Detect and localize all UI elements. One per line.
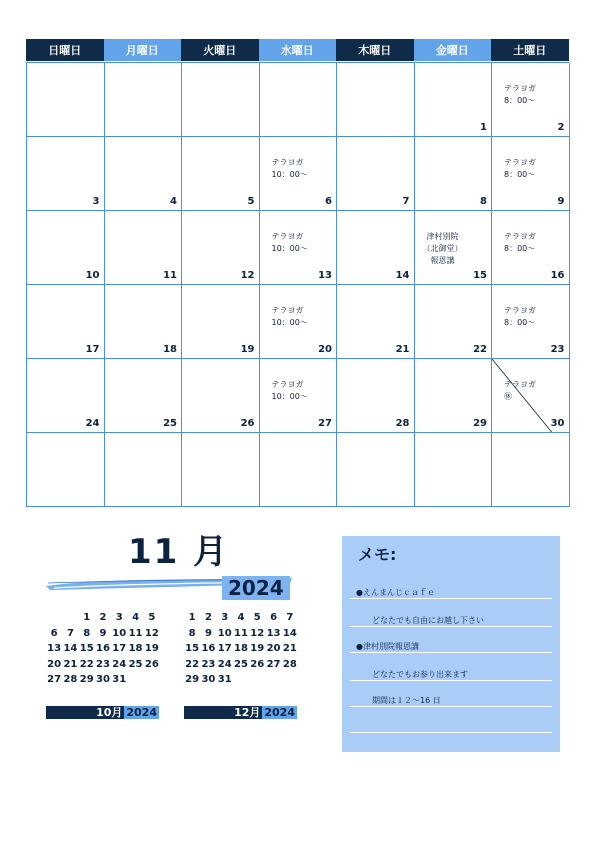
- mini-day: 6: [270, 612, 278, 623]
- event-note: テラヨガ 8：00～: [504, 84, 536, 105]
- mini-day: 6: [50, 627, 58, 639]
- mini-day: 23: [201, 658, 216, 670]
- day-cell: [415, 433, 493, 507]
- mini-day: 16: [96, 643, 110, 654]
- day-number: 14: [395, 270, 410, 281]
- mini-week-row: [184, 628, 298, 644]
- mini-day: 11: [234, 627, 248, 639]
- mini-prev-month: 10月: [46, 706, 124, 719]
- mini-day: 16: [201, 643, 216, 654]
- weekday-header: [26, 38, 569, 62]
- memo-item-cafe: ●えんまんじｃａｆｅ: [356, 588, 435, 597]
- mini-day: 3: [115, 612, 123, 623]
- mini-day: 13: [47, 643, 62, 654]
- event-note: テラヨガ 8：00～: [504, 232, 536, 253]
- mini-day: 17: [217, 643, 232, 654]
- memo-title: メモ:: [358, 545, 397, 564]
- mini-day: [282, 674, 298, 690]
- mini-day: 1: [188, 612, 196, 623]
- mini-day: [265, 674, 281, 690]
- mini-day: 3: [221, 612, 229, 623]
- mini-next-year: 2024: [264, 706, 295, 719]
- mini-day: 17: [112, 643, 127, 654]
- memo-rule: [350, 680, 552, 681]
- mini-day: 10: [112, 627, 127, 639]
- year-title: 2024: [222, 576, 290, 600]
- day-number: 29: [473, 418, 487, 429]
- mini-day: 12: [250, 627, 265, 639]
- mini-day: [233, 674, 249, 690]
- day-number: 11: [163, 270, 177, 281]
- mini-day: [144, 674, 160, 690]
- day-number: 26: [240, 418, 255, 429]
- day-cell: [105, 285, 183, 359]
- calendar-grid: [26, 62, 569, 507]
- mini-day: 15: [185, 643, 200, 654]
- event-note: テラヨガ 10：00～: [271, 158, 308, 179]
- day-number: 22: [473, 344, 487, 355]
- day-cell: [27, 433, 105, 507]
- event-note: テラヨガ 10：00～: [271, 380, 308, 401]
- day-cell: [182, 63, 260, 137]
- day-cell: [492, 63, 570, 137]
- day-number: 3: [92, 196, 100, 207]
- weekday-header-cell: 日曜日: [26, 39, 104, 61]
- mini-prev-label: [46, 706, 159, 719]
- mini-day: [127, 674, 143, 690]
- day-cell: [337, 63, 415, 137]
- mini-day: 24: [217, 658, 232, 670]
- day-number: 27: [318, 418, 332, 429]
- mini-day: 21: [63, 658, 78, 670]
- day-number: 5: [247, 196, 255, 207]
- mini-day: 24: [112, 658, 127, 670]
- day-cell: [182, 285, 260, 359]
- day-cell: [415, 211, 493, 285]
- memo-item-cafe-note: どなたでも自由にお越し下さい: [372, 616, 484, 625]
- mini-day: 29: [79, 674, 94, 685]
- mini-day: 11: [128, 627, 143, 639]
- day-cell: [260, 137, 338, 211]
- day-cell: [105, 63, 183, 137]
- mini-day: 5: [253, 612, 261, 623]
- mini-day: 2: [99, 612, 107, 623]
- event-note: テラヨガ 8：00～: [504, 306, 536, 327]
- day-cell: [337, 359, 415, 433]
- mini-day: 19: [250, 643, 265, 654]
- mini-week-row: [184, 643, 298, 659]
- mini-day: 26: [144, 658, 159, 670]
- event-note: テラヨガ ㊡: [504, 380, 536, 401]
- mini-week-row: [184, 612, 298, 628]
- mini-day: 9: [99, 627, 107, 639]
- mini-day: 8: [83, 627, 91, 639]
- event-note: テラヨガ 8：00～: [504, 158, 536, 179]
- mini-day: 15: [79, 643, 94, 654]
- mini-day: 14: [63, 643, 78, 654]
- weekday-header-cell: 火曜日: [181, 39, 259, 61]
- day-cell: [182, 137, 260, 211]
- day-cell: [105, 137, 183, 211]
- day-cell: [415, 63, 493, 137]
- event-note: テラヨガ 10：00～: [271, 306, 308, 327]
- month-calendar: [26, 38, 569, 507]
- mini-day: 4: [237, 612, 245, 623]
- day-number: 10: [85, 270, 100, 281]
- day-number: 28: [395, 418, 410, 429]
- day-number: 12: [240, 270, 255, 281]
- day-cell: [182, 211, 260, 285]
- mini-day: 19: [144, 643, 159, 654]
- memo-rule: [350, 732, 552, 733]
- memo-rule: [350, 598, 552, 599]
- day-number: 15: [473, 270, 487, 281]
- day-cell: [260, 433, 338, 507]
- mini-day: 28: [63, 674, 78, 685]
- mini-next-month: 12月: [184, 706, 262, 719]
- day-cell: [105, 359, 183, 433]
- mini-week-row: [46, 643, 160, 659]
- mini-day: [249, 674, 265, 690]
- day-cell: [492, 211, 570, 285]
- day-number: 30: [550, 418, 565, 429]
- mini-day: 4: [132, 612, 140, 623]
- month-title: 11 月: [128, 532, 230, 572]
- mini-next-label: [184, 706, 297, 719]
- day-cell: [337, 285, 415, 359]
- day-number: 9: [557, 196, 565, 207]
- mini-day: 14: [282, 627, 297, 639]
- mini-day: 7: [66, 627, 74, 639]
- mini-calendar-next: [184, 612, 298, 690]
- mini-week-row: [46, 659, 160, 675]
- day-cell: [27, 359, 105, 433]
- day-cell: [337, 211, 415, 285]
- weekday-header-cell: 水曜日: [259, 39, 337, 61]
- mini-day: [62, 612, 78, 628]
- day-number: 1: [480, 122, 487, 133]
- day-number: 25: [163, 418, 177, 429]
- mini-day: 27: [47, 674, 62, 685]
- day-number: 8: [480, 196, 487, 207]
- mini-day: 30: [96, 674, 110, 685]
- memo-rule: [350, 706, 552, 707]
- mini-day: 20: [266, 643, 281, 654]
- day-number: 7: [402, 196, 410, 207]
- mini-calendar-prev: [46, 612, 160, 690]
- mini-day: 27: [266, 658, 281, 670]
- mini-day: 25: [128, 658, 143, 670]
- mini-day: 21: [282, 643, 297, 654]
- day-number: 2: [557, 122, 565, 133]
- day-cell: [182, 433, 260, 507]
- weekday-header-cell: 月曜日: [104, 39, 182, 61]
- day-number: 13: [318, 270, 332, 281]
- day-cell: [105, 433, 183, 507]
- day-cell: [415, 359, 493, 433]
- day-cell: [260, 63, 338, 137]
- day-number: 24: [85, 418, 100, 429]
- mini-day: 28: [282, 658, 297, 670]
- day-cell: [27, 285, 105, 359]
- day-number: 6: [325, 196, 332, 207]
- mini-day: 12: [144, 627, 159, 639]
- day-number: 23: [550, 344, 565, 355]
- weekday-header-cell: 土曜日: [491, 39, 569, 61]
- mini-day: 22: [185, 658, 200, 670]
- mini-day: 26: [250, 658, 265, 670]
- mini-day: 1: [83, 612, 91, 623]
- day-cell: [105, 211, 183, 285]
- memo-box: [342, 536, 560, 752]
- day-cell: [415, 137, 493, 211]
- mini-day: 30: [201, 674, 216, 685]
- weekday-header-cell: 木曜日: [336, 39, 414, 61]
- mini-week-row: [184, 674, 298, 690]
- weekday-header-cell: 金曜日: [414, 39, 492, 61]
- day-cell: [27, 211, 105, 285]
- mini-day: 23: [96, 658, 110, 670]
- day-cell: [492, 359, 570, 433]
- mini-prev-year: 2024: [126, 706, 157, 719]
- day-cell: [182, 359, 260, 433]
- event-note: テラヨガ 10：00～: [271, 232, 308, 253]
- mini-day: 31: [112, 674, 127, 685]
- event-note: 津村別院 （北御堂） 報恩講: [422, 232, 463, 265]
- mini-day: 18: [128, 643, 143, 654]
- memo-item-houonko-period: 期間は１２～16 日: [372, 696, 441, 705]
- day-cell: [260, 285, 338, 359]
- day-number: 16: [550, 270, 565, 281]
- day-number: 17: [85, 344, 100, 355]
- mini-day: 29: [185, 674, 200, 685]
- day-number: 18: [163, 344, 177, 355]
- day-number: 4: [170, 196, 177, 207]
- day-cell: [492, 137, 570, 211]
- mini-day: 9: [204, 627, 212, 639]
- day-cell: [337, 137, 415, 211]
- mini-week-row: [46, 674, 160, 690]
- mini-day: 10: [217, 627, 232, 639]
- day-number: 19: [240, 344, 255, 355]
- mini-day: 18: [234, 643, 248, 654]
- mini-week-row: [46, 612, 160, 628]
- mini-day: 25: [234, 658, 248, 670]
- mini-day: 2: [204, 612, 212, 623]
- mini-day: 5: [148, 612, 156, 623]
- memo-rule: [350, 626, 552, 627]
- mini-day: 20: [47, 658, 62, 670]
- day-number: 21: [395, 344, 410, 355]
- mini-week-row: [184, 659, 298, 675]
- day-cell: [27, 63, 105, 137]
- day-cell: [492, 433, 570, 507]
- mini-day: 13: [266, 627, 281, 639]
- day-cell: [337, 433, 415, 507]
- mini-day: 31: [217, 674, 232, 685]
- day-cell: [415, 285, 493, 359]
- cross-out-line: [492, 359, 569, 432]
- memo-item-houonko-note: どなたでもお参り出来ます: [372, 670, 468, 679]
- mini-day: 8: [188, 627, 196, 639]
- mini-day: 7: [286, 612, 294, 623]
- mini-week-row: [46, 628, 160, 644]
- memo-item-houonko: ●津村別院報恩講: [356, 642, 419, 651]
- day-number: 20: [318, 344, 332, 355]
- mini-day: 22: [79, 658, 94, 670]
- day-cell: [260, 359, 338, 433]
- mini-day: [46, 612, 62, 628]
- day-cell: [260, 211, 338, 285]
- day-cell: [492, 285, 570, 359]
- day-cell: [27, 137, 105, 211]
- memo-rule: [350, 652, 552, 653]
